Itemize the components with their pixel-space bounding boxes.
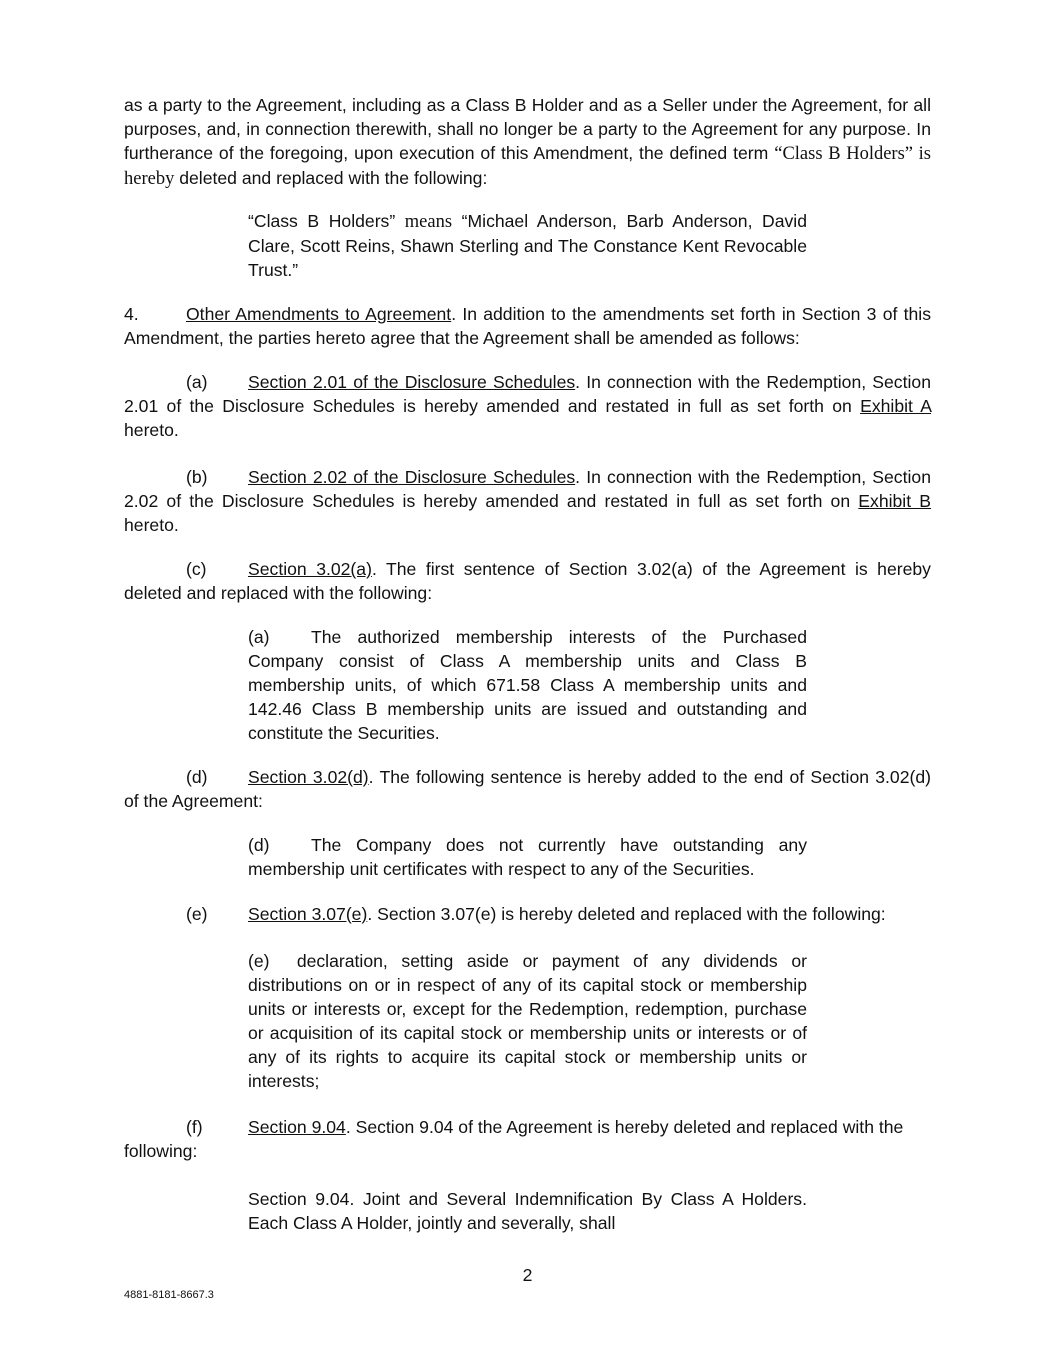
item-b-tail: hereto. [124, 515, 179, 535]
item-e-paragraph [124, 902, 931, 926]
item-d-paragraph [124, 765, 931, 813]
item-f-paragraph [124, 1115, 931, 1163]
item-c-label: (c) [186, 559, 207, 579]
item-d-label: (d) [186, 767, 208, 787]
block-f-quote [248, 1187, 807, 1235]
block-d-label: (d) [248, 835, 270, 855]
intro-defined-term: “Class B Holders” is hereby [124, 144, 932, 189]
exhibit-a-link: Exhibit A [860, 396, 931, 416]
item-f-text: . Section 9.04 of the Agreement is hereby deleted and replaced with the following: [124, 1117, 904, 1161]
intro-text: as a party to the Agreement, including as a Class B Holder and as a Seller under the Agreement, for all purposes, and, in connection therewith, shall no longer be a party to the Agreement for any purpose. In furtherance of the foregoing, upon execution of this Amendment, the defined term [124, 95, 931, 163]
block-d-text: The Company does not currently have outstanding any membership unit certificates with respect to any of the Securities. [248, 835, 807, 879]
item-a-tail: hereto. [124, 420, 179, 440]
exhibit-b-link: Exhibit B [858, 491, 931, 511]
item-c-text: . The first sentence of Section 3.02(a) of the Agreement is hereby deleted and replaced with the following: [124, 559, 931, 603]
item-b-paragraph [124, 465, 931, 537]
intro-paragraph [124, 93, 931, 191]
item-f-heading: Section 9.04 [248, 1117, 346, 1137]
section-4-heading: Other Amendments to Agreement [186, 304, 452, 324]
section-4-text: . In addition to the amendments set forth in Section 3 of this Amendment, the parties hereto agree that the Agreement shall be amended as follows: [124, 304, 931, 348]
item-c-paragraph [124, 557, 931, 605]
block-e-text: declaration, setting aside or payment of any dividends or distributions on or in respect of any of its capital stock or membership units or interests or, except for the Redemption, redemption, purchase or acquisition of its capital stock or membership units or interests or of any of its rights to acquire its capital stock or membership units or interests; [248, 951, 807, 1091]
item-a-paragraph [124, 370, 931, 442]
item-e-heading: Section 3.07(e) [248, 904, 368, 924]
page-number: 2 [522, 1265, 533, 1285]
item-d-text: . The following sentence is hereby added to the end of Section 3.02(d) of the Agreement: [124, 767, 931, 811]
block-c-text: The authorized membership interests of the Purchased Company consist of Class A membership units and Class B membership units, of which 671.58 Class A membership units and 142.46 Class B membership units are issued and outstanding and constitute the Securities. [248, 627, 807, 743]
item-b-heading: Section 2.02 of the Disclosure Schedules [248, 467, 576, 487]
item-b-label: (b) [186, 467, 208, 487]
item-d-heading: Section 3.02(d) [248, 767, 369, 787]
definition-means: means [404, 212, 453, 232]
block-f-text: Section 9.04. Joint and Several Indemnification By Class A Holders. Each Class A Holder, jointly and severally, shall [248, 1189, 807, 1233]
document-id: 4881-8181-8667.3 [124, 1289, 214, 1301]
block-e-quote [248, 949, 807, 1093]
section-4-paragraph [124, 302, 931, 350]
block-e-label: (e) [248, 951, 270, 971]
item-a-heading: Section 2.01 of the Disclosure Schedules [248, 372, 576, 392]
definition-text: “Michael Anderson, Barb Anderson, David Clare, Scott Reins, Shawn Sterling and The Constance Kent Revocable Trust.” [248, 211, 808, 280]
item-e-text: . Section 3.07(e) is hereby deleted and replaced with the following: [367, 904, 886, 924]
item-f-label: (f) [186, 1117, 203, 1137]
item-a-label: (a) [186, 372, 208, 392]
class-b-holders-definition [248, 209, 807, 282]
block-d-quote [248, 833, 807, 881]
item-b-text: . In connection with the Redemption, Section 2.02 of the Disclosure Schedules is hereby amended and restated in full as set forth on [124, 467, 931, 511]
intro-tail: deleted and replaced with the following: [174, 168, 488, 188]
definition-term: “Class B Holders” [248, 211, 396, 231]
section-4-number: 4. [124, 304, 139, 324]
item-c-heading: Section 3.02(a) [248, 559, 372, 579]
item-e-label: (e) [186, 904, 208, 924]
item-a-text: . In connection with the Redemption, Section 2.01 of the Disclosure Schedules is hereby amended and restated in full as set forth on [124, 372, 931, 416]
block-c-label: (a) [248, 627, 270, 647]
block-c-quote [248, 625, 807, 745]
